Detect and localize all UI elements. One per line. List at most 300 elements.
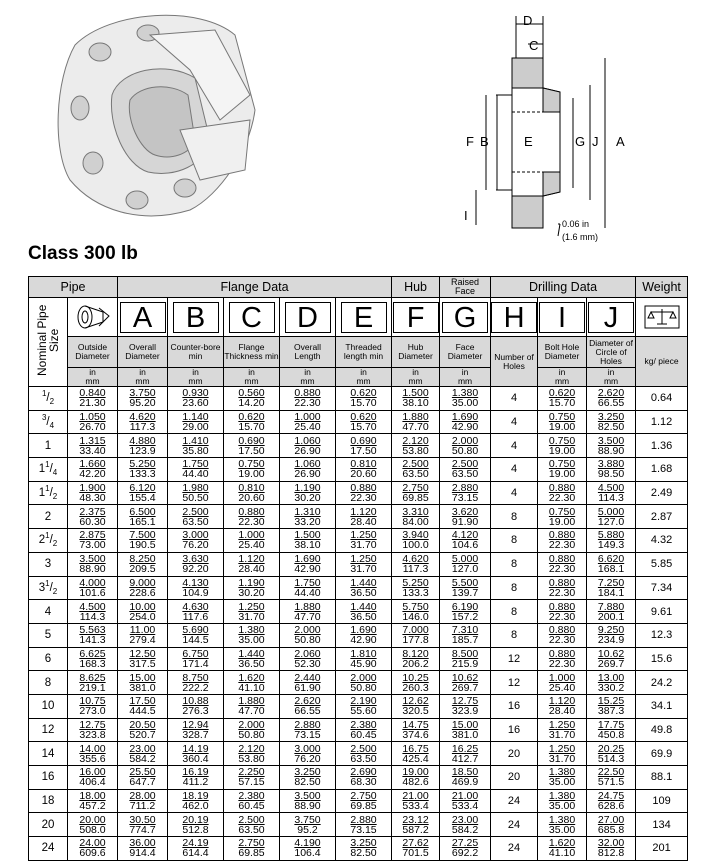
cell-od: 2.375 60.30 [68,505,118,529]
cell-j: 7.880 200.1 [587,600,636,624]
cell-j: 24.75 628.6 [587,789,636,813]
cell-h: 8 [491,576,538,600]
cell-d: 3.250 82.50 [280,766,336,790]
cell-e: 3.250 82.50 [336,837,392,861]
cell-h: 12 [491,671,538,695]
col-number-of-holes: Number of Holes [491,337,538,387]
cell-a: 3.750 95.20 [118,387,168,411]
cell-f: 8.120 206.2 [392,647,440,671]
table-row [29,434,688,458]
table-row [29,837,688,861]
nps-cell: 20 [29,813,68,837]
cell-a: 11.00 279.4 [118,623,168,647]
nps-cell: 8 [29,671,68,695]
cell-e: 1.810 45.90 [336,647,392,671]
cell-e: 2.880 73.15 [336,813,392,837]
table-row [29,718,688,742]
cell-i: 0.880 22.30 [538,576,587,600]
cell-d: 3.500 88.90 [280,789,336,813]
cell-c: 0.690 17.50 [224,434,280,458]
cell-i: 1.620 41.10 [538,837,587,861]
letter-a: A [120,302,166,333]
cell-d: 1.060 26.90 [280,458,336,482]
cell-j: 9.250 234.9 [587,623,636,647]
cell-j: 2.620 66.55 [587,387,636,411]
cell-f: 3.940 100.0 [392,529,440,553]
cell-c: 2.750 69.85 [224,837,280,861]
cell-i: 0.880 22.30 [538,529,587,553]
nps-cell: 3 [29,552,68,576]
nps-cell: 14 [29,742,68,766]
cell-i: 0.880 22.30 [538,623,587,647]
cell-f: 2.750 69.85 [392,481,440,505]
cell-kg: 15.6 [636,647,688,671]
cell-h: 4 [491,458,538,482]
cell-c: 2.250 57.15 [224,766,280,790]
group-weight: Weight [636,277,688,298]
cell-j: 27.00 685.8 [587,813,636,837]
unit-cell: in mm [280,368,336,387]
cell-a: 30.50 774.7 [118,813,168,837]
cell-kg: 49.8 [636,718,688,742]
cell-j: 6.620 168.1 [587,552,636,576]
cell-g: 5.500 139.7 [440,576,491,600]
cell-h: 16 [491,718,538,742]
cell-i: 0.750 19.00 [538,410,587,434]
cell-kg: 9.61 [636,600,688,624]
nps-cell: 18 [29,789,68,813]
cell-d: 3.000 76.20 [280,742,336,766]
cell-od: 1.900 48.30 [68,481,118,505]
letter-g: G [442,302,488,333]
cell-a: 4.880 123.9 [118,434,168,458]
cell-h: 8 [491,505,538,529]
cell-h: 24 [491,837,538,861]
cell-c: 0.560 14.20 [224,387,280,411]
cell-i: 0.750 19.00 [538,458,587,482]
nps-header: Nominal Pipe Size [29,298,68,387]
cell-a: 25.50 647.7 [118,766,168,790]
cell-c: 2.380 60.45 [224,789,280,813]
nps-cell: 1 [29,434,68,458]
cell-g: 27.25 692.2 [440,837,491,861]
cell-od: 18.00 457.2 [68,789,118,813]
cell-c: 0.880 22.30 [224,505,280,529]
cell-i: 1.380 35.00 [538,766,587,790]
letter-f: F [393,302,439,333]
cell-b: 3.630 92.20 [168,552,224,576]
cell-f: 7.000 177.8 [392,623,440,647]
group-hub: Hub [392,277,440,298]
cell-c: 1.380 35.00 [224,623,280,647]
cell-g: 10.62 269.7 [440,671,491,695]
cell-j: 17.75 450.8 [587,718,636,742]
cell-i: 1.120 28.40 [538,694,587,718]
cell-j: 3.500 88.90 [587,434,636,458]
cell-a: 15.00 381.0 [118,671,168,695]
table-row [29,387,688,411]
cell-g: 16.25 412.7 [440,742,491,766]
cell-f: 5.750 146.0 [392,600,440,624]
note-mm: (1.6 mm) [562,232,598,242]
cell-od: 1.315 33.40 [68,434,118,458]
cell-e: 1.440 36.50 [336,576,392,600]
nps-cell: 2 [29,505,68,529]
cell-g: 6.190 157.2 [440,600,491,624]
col-counterbore: Counter-bore min [168,337,224,368]
cell-f: 10.25 260.3 [392,671,440,695]
cell-d: 1.310 33.20 [280,505,336,529]
cell-e: 2.500 63.50 [336,742,392,766]
cell-c: 1.000 25.40 [224,529,280,553]
cell-c: 2.120 53.80 [224,742,280,766]
cell-e: 0.690 17.50 [336,434,392,458]
table-row [29,742,688,766]
cell-g: 2.500 63.50 [440,458,491,482]
label-c: C [529,38,539,53]
table-row [29,529,688,553]
cell-c: 1.880 47.70 [224,694,280,718]
cell-f: 27.62 701.5 [392,837,440,861]
cell-b: 1.750 44.40 [168,458,224,482]
nps-cell: $1^1/_2$ [29,481,68,505]
cell-d: 2.620 66.55 [280,694,336,718]
group-pipe: Pipe [29,277,118,298]
cell-j: 3.880 98.50 [587,458,636,482]
cell-f: 2.120 53.80 [392,434,440,458]
nps-cell: 12 [29,718,68,742]
cell-e: 1.250 31.70 [336,552,392,576]
cell-e: 2.190 55.60 [336,694,392,718]
cell-i: 0.880 22.30 [538,647,587,671]
cell-kg: 34.1 [636,694,688,718]
cell-e: 1.440 36.50 [336,600,392,624]
letter-h: H [491,302,537,333]
cell-a: 12.50 317.5 [118,647,168,671]
cell-b: 3.000 76.20 [168,529,224,553]
cell-g: 12.75 323.9 [440,694,491,718]
cell-c: 2.000 50.80 [224,718,280,742]
cell-f: 12.62 320.5 [392,694,440,718]
cell-c: 1.250 31.70 [224,600,280,624]
cell-e: 0.880 22.30 [336,481,392,505]
cell-i: 1.250 31.70 [538,742,587,766]
cell-b: 8.750 222.2 [168,671,224,695]
cell-kg: 1.36 [636,434,688,458]
col-overall-length: Overall Length [280,337,336,368]
cell-od: 14.00 355.6 [68,742,118,766]
col-bolt-hole-diameter: Bolt Hole Diameter [538,337,587,368]
nps-cell: $^1/_2$ [29,387,68,411]
cell-kg: 69.9 [636,742,688,766]
cell-f: 1.500 38.10 [392,387,440,411]
cell-h: 8 [491,600,538,624]
cell-j: 13.00 330.2 [587,671,636,695]
label-g: G [575,134,586,149]
flange-cross-section [476,16,605,236]
unit-cell: in mm [118,368,168,387]
cell-od: 2.875 73.00 [68,529,118,553]
letter-e: E [341,302,387,333]
table-row [29,813,688,837]
unit-cell: in mm [224,368,280,387]
cell-h: 4 [491,410,538,434]
cell-od: 1.050 26.70 [68,410,118,434]
cell-od: 4.000 101.6 [68,576,118,600]
nps-cell: 24 [29,837,68,861]
cell-j: 10.62 269.7 [587,647,636,671]
table-body [29,387,688,861]
cell-e: 1.250 31.70 [336,529,392,553]
cell-od: 4.500 114.3 [68,600,118,624]
cell-h: 20 [491,742,538,766]
nps-cell: $^3/_4$ [29,410,68,434]
cell-b: 4.130 104.9 [168,576,224,600]
cell-i: 0.620 15.70 [538,387,587,411]
cell-kg: 201 [636,837,688,861]
cell-od: 10.75 273.0 [68,694,118,718]
cell-h: 8 [491,623,538,647]
cell-i: 1.000 25.40 [538,671,587,695]
cell-a: 4.620 117.3 [118,410,168,434]
cell-od: 3.500 88.90 [68,552,118,576]
cell-c: 1.440 36.50 [224,647,280,671]
unit-cell: in mm [538,368,587,387]
cell-f: 1.880 47.70 [392,410,440,434]
table-row [29,694,688,718]
cell-e: 2.690 68.30 [336,766,392,790]
cell-d: 1.750 44.40 [280,576,336,600]
col-face-diameter: Face Diameter [440,337,491,368]
cell-f: 2.500 63.50 [392,458,440,482]
label-b: B [480,134,489,149]
col-threaded-length: Threaded length min [336,337,392,368]
cell-h: 12 [491,647,538,671]
cell-kg: 5.85 [636,552,688,576]
cell-kg: 7.34 [636,576,688,600]
cell-b: 10.88 276.3 [168,694,224,718]
table-row [29,671,688,695]
cell-a: 6.500 165.1 [118,505,168,529]
cell-g: 2.880 73.15 [440,481,491,505]
cell-i: 0.750 19.00 [538,434,587,458]
cell-kg: 2.49 [636,481,688,505]
cell-kg: 0.64 [636,387,688,411]
cell-i: 0.880 22.30 [538,552,587,576]
cell-kg: 1.12 [636,410,688,434]
cell-a: 36.00 914.4 [118,837,168,861]
cell-h: 4 [491,387,538,411]
cell-b: 1.140 29.00 [168,410,224,434]
table-row [29,505,688,529]
cell-b: 12.94 328.7 [168,718,224,742]
cell-d: 1.000 25.40 [280,410,336,434]
cell-j: 20.25 514.3 [587,742,636,766]
flange-3d-render [58,15,255,216]
letter-d: D [285,302,331,333]
cell-i: 1.380 35.00 [538,789,587,813]
cell-f: 4.620 117.3 [392,552,440,576]
cell-i: 0.880 22.30 [538,481,587,505]
cell-c: 1.620 41.10 [224,671,280,695]
cell-d: 1.190 30.20 [280,481,336,505]
cell-a: 8.250 209.5 [118,552,168,576]
cell-d: 2.440 61.90 [280,671,336,695]
table-row [29,576,688,600]
cell-e: 0.620 15.70 [336,387,392,411]
group-flange-data: Flange Data [118,277,392,298]
cell-g: 18.50 469.9 [440,766,491,790]
cell-b: 1.410 35.80 [168,434,224,458]
nps-cell: $2^1/_2$ [29,529,68,553]
group-drilling-data: Drilling Data [491,277,636,298]
nps-cell: 4 [29,600,68,624]
cell-a: 28.00 711.2 [118,789,168,813]
cell-b: 5.690 144.5 [168,623,224,647]
label-e: E [524,134,533,149]
cell-c: 1.120 28.40 [224,552,280,576]
cell-od: 12.75 323.8 [68,718,118,742]
cell-b: 18.19 462.0 [168,789,224,813]
cell-od: 0.840 21.30 [68,387,118,411]
cell-e: 1.690 42.90 [336,623,392,647]
cell-b: 4.630 117.6 [168,600,224,624]
cell-e: 2.380 60.45 [336,718,392,742]
cell-d: 2.880 73.15 [280,718,336,742]
page-title: Class 300 lb [28,243,138,264]
cell-f: 16.75 425.4 [392,742,440,766]
note-inch: 0.06 in [562,219,590,229]
table-row [29,481,688,505]
cell-g: 8.500 215.9 [440,647,491,671]
col-circle-of-holes: Diameter of Circle of Holes [587,337,636,368]
cell-kg: 4.32 [636,529,688,553]
nps-cell: 5 [29,623,68,647]
table-row [29,623,688,647]
cell-a: 10.00 254.0 [118,600,168,624]
cell-c: 0.620 15.70 [224,410,280,434]
cell-g: 15.00 381.0 [440,718,491,742]
cell-a: 20.50 520.7 [118,718,168,742]
table-row [29,766,688,790]
cell-j: 3.250 82.50 [587,410,636,434]
cell-a: 7.500 190.5 [118,529,168,553]
cell-j: 4.500 114.3 [587,481,636,505]
cell-e: 2.750 69.85 [336,789,392,813]
cell-d: 1.060 26.90 [280,434,336,458]
cell-h: 4 [491,434,538,458]
cell-c: 1.190 30.20 [224,576,280,600]
cell-od: 24.00 609.6 [68,837,118,861]
cell-g: 23.00 584.2 [440,813,491,837]
cell-d: 1.690 42.90 [280,552,336,576]
nps-cell: $1^1/_4$ [29,458,68,482]
col-kg-per-piece: kg/ piece [636,337,688,387]
cell-od: 5.563 141.3 [68,623,118,647]
cell-b: 20.19 512.8 [168,813,224,837]
table-row [29,600,688,624]
cell-i: 1.380 35.00 [538,813,587,837]
label-a: A [616,134,625,149]
letter-i: I [539,302,585,333]
cell-g: 21.00 533.4 [440,789,491,813]
cell-od: 1.660 42.20 [68,458,118,482]
cell-j: 5.880 149.3 [587,529,636,553]
col-overall-diameter: Overall Diameter [118,337,168,368]
cell-h: 8 [491,552,538,576]
nps-cell: $3^1/_2$ [29,576,68,600]
cell-g: 1.380 35.00 [440,387,491,411]
cell-kg: 109 [636,789,688,813]
letter-j: J [588,302,634,333]
cell-j: 5.000 127.0 [587,505,636,529]
unit-cell: in mm [587,368,636,387]
label-i: I [464,208,468,223]
flange-illustration [0,0,707,245]
cell-i: 0.750 19.00 [538,505,587,529]
cell-d: 3.750 95.2 [280,813,336,837]
cell-b: 1.980 50.50 [168,481,224,505]
cell-i: 1.250 31.70 [538,718,587,742]
cell-h: 24 [491,813,538,837]
cell-od: 20.00 508.0 [68,813,118,837]
label-j: J [592,134,599,149]
cell-g: 3.620 91.90 [440,505,491,529]
cell-f: 3.310 84.00 [392,505,440,529]
unit-cell: in mm [68,368,118,387]
cell-od: 16.00 406.4 [68,766,118,790]
cell-j: 7.250 184.1 [587,576,636,600]
table-row [29,552,688,576]
cell-d: 1.500 38.10 [280,529,336,553]
unit-cell: in mm [336,368,392,387]
cell-g: 7.310 185.7 [440,623,491,647]
cell-j: 15.25 387.3 [587,694,636,718]
cell-b: 0.930 23.60 [168,387,224,411]
cell-g: 5.000 127.0 [440,552,491,576]
table-row [29,410,688,434]
cell-kg: 1.68 [636,458,688,482]
cell-i: 0.880 22.30 [538,600,587,624]
nps-cell: 6 [29,647,68,671]
cell-b: 6.750 171.4 [168,647,224,671]
cell-b: 14.19 360.4 [168,742,224,766]
label-f: F [466,134,474,149]
label-d: D [523,13,533,28]
cell-a: 5.250 133.3 [118,458,168,482]
cell-h: 20 [491,766,538,790]
unit-cell: in mm [392,368,440,387]
cell-e: 1.120 28.40 [336,505,392,529]
cell-d: 1.880 47.70 [280,600,336,624]
cell-d: 4.190 106.4 [280,837,336,861]
nps-cell: 10 [29,694,68,718]
table-row [29,458,688,482]
cell-c: 0.810 20.60 [224,481,280,505]
col-flange-thickness: Flange Thickness min [224,337,280,368]
group-raised-face: Raised Face [440,277,491,298]
cell-f: 5.250 133.3 [392,576,440,600]
cell-kg: 24.2 [636,671,688,695]
cell-a: 6.120 155.4 [118,481,168,505]
cell-b: 2.500 63.50 [168,505,224,529]
cell-d: 2.060 52.30 [280,647,336,671]
letter-c: C [229,302,275,333]
cell-b: 24.19 614.4 [168,837,224,861]
cell-j: 32.00 812.8 [587,837,636,861]
cell-e: 2.000 50.80 [336,671,392,695]
letter-b: B [173,302,219,333]
